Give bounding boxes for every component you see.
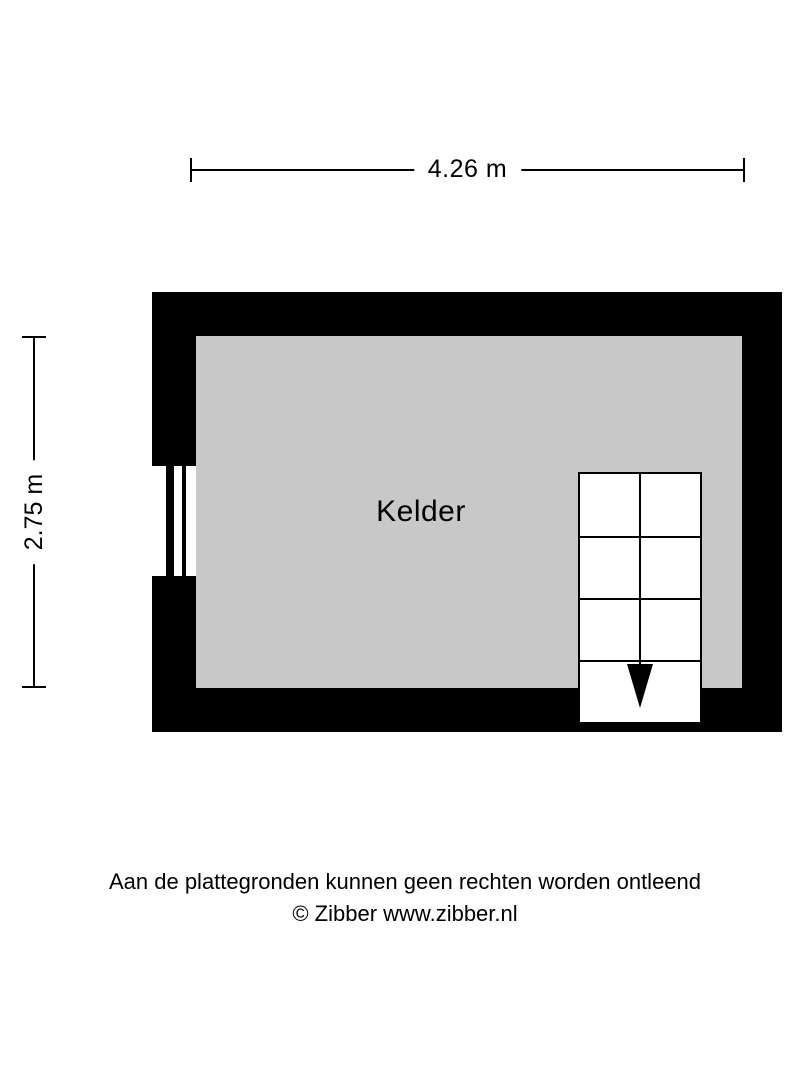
dimension-cap-top [22,336,46,338]
footer-disclaimer: Aan de plattegronden kunnen geen rechten worden ontleend [108,869,702,894]
door-opening [152,462,196,580]
staircase [578,472,702,724]
room-label: Kelder [376,495,466,528]
floor-plan [152,292,782,732]
stair-direction-arrow-icon [627,664,653,708]
door-leaf [166,466,174,576]
door-jamb [182,466,186,576]
width-dimension [190,150,745,190]
dimension-cap-left [190,158,192,182]
width-dimension-label: 4.26 m [414,150,521,188]
stair-direction-line [639,474,641,670]
door-frame-top [152,462,196,466]
height-dimension [12,336,56,688]
door-frame-bottom [152,576,196,580]
height-dimension-label: 2.75 m [15,460,53,564]
footer-credit: © Zibber www.zibber.nl [292,901,518,926]
dimension-cap-right [743,158,745,182]
dimension-cap-bottom [22,686,46,688]
room-kelder [196,336,742,688]
footer [0,866,810,930]
